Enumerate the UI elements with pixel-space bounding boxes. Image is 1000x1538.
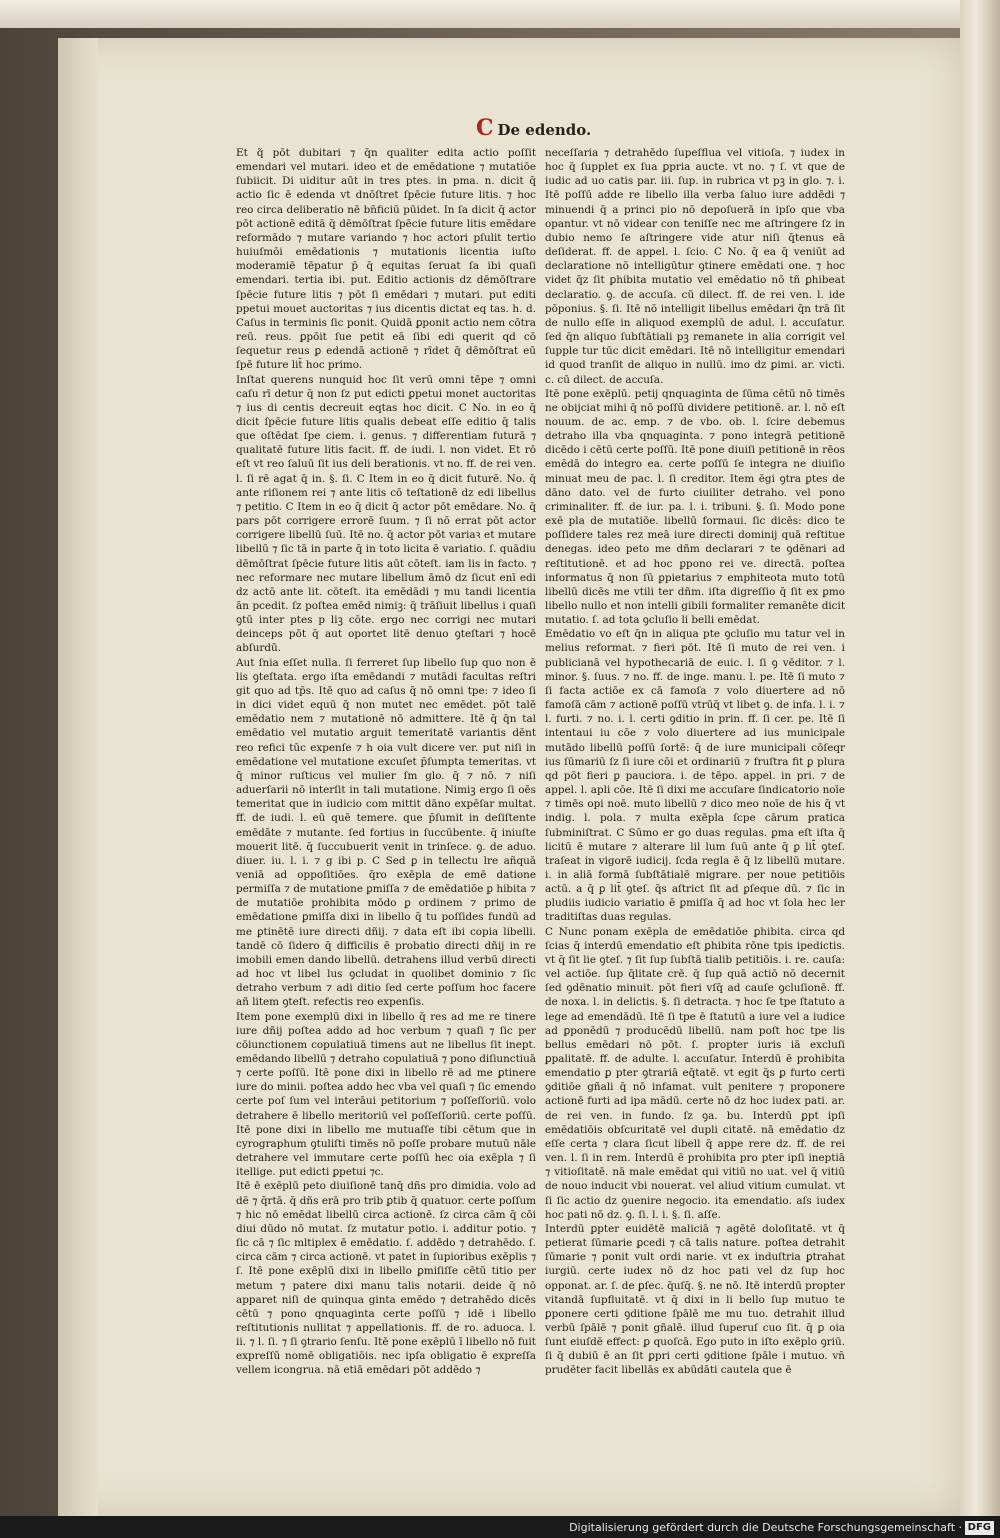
paragraph: Aut ſnia eſſet nulla. ſi ferreret ſup libello ſup quo non ē lis ꝯteſtata. ergo iſta emēdandi ⁊ mutādi facultas reſtri git quo ad tp̄s. Itē quo ad caſus q̄ nō omni tpe: ⁊ ideo ſi in dici videt equū q̄ non mutet nec emēdet. pōt talē emēdatio nem ⁊ mutationē nō admittere. Itē q̄ q̄n tal emēdatio vel mutatio arguit temeritatē variantis dēnt reo refici tūc expenſe ⁊ h oia vult dicere ver. put niſi in emēdatione vel mutatione excuſet p̄ſumpta temeritas. vt q̄ minor ruſticus vel mulier ſm glo. q̄ ⁊ nō. ⁊ niſi aduerſarii nō interſit in tali mutatione. Nimiꝫ ergo ſi oēs temeritat que in iudicio com mittit dāno expēſar multat. ff. de iudi. l. eū quē temere. que p̄ſumit in deſiſtente emēdāte ⁊ mutante. ſed fortius in ſuccūbente. q̄ iniuſte mouerit litē. q̄ ſuccubuerit venit in trinſece. ꝯ. de aduo. diuer. iu. l. i. ⁊ g ibi p. C Sed ꝑ in tellectu lre añquā veniā ad oppoſitiōes. q̄ro exēpla de emē datione permiſſa ⁊ de mutatione ꝑmiſſa ⁊ de emēdatiōe ꝑ hibita ⁊ de mutatiōe prohibita mōdo ꝑ ordinem ⁊ primo de emēdatione ꝑmiſſa dixi in libello q̄ tu poſſides fundū ad me ꝑtinētē iure directi dñij. ⁊ data eſt ibi copia libelli. tandē cō ſidero q̄ difficilis ē probatio directi dñij in re imobili emen dando libellū. detrahens illud verbū directi ad hoc vt libel lus ꝯcludat in quolibet dominio ⁊ ſic detraho verbum ⁊ adi ditio ſed certe poſſum hoc facere añ litem ꝯteſt. refectis reo expenſis. bbox=[236, 656, 536, 1009]
header-title: De edendo. bbox=[497, 121, 592, 139]
paragraph: C Nunc ponam exēpla de emēdatiōe ꝑhibita. circa qd ſcias q̄ interdū emendatio eſt ꝑhibita rōne tpis ipedictis. vt q̄ ſit lie ꝯteſ. ⁊ ſit ſup ſubſtā tialib petitiōis. i. re. cauſa: vel actiōe. ſup q̄litate crē. q̄ ſup quā actiō nō decernit ſed ꝯdēnatio minuit. pōt fieri vſq̄ ad cauſe ꝯcluſionē. ff. de noxa. l. in delictis. §. ſi detracta. ⁊ hoc ſe tpe ſtatuto a lege ad emendādū. Itē ſi tpe ē ſtatutū a iure vel a iudice ad ꝑponēdū ⁊ producēdū libellū. nam poſt hoc tpe lis bellus emēdari nō pōt. ſ. propter iuris iā excluſi ꝑpalitatē. ff. de adulte. l. accuſatur. Interdū ē prohibita emendatio ꝑ pter ꝯtrariā eq̄tatē. vt egit q̄s ꝑ furto certi ꝯditiōe gñali q̄ nō infamat. vult penitere ⁊ proponere actionē furti ad ipa mādū. certe nō dz hoc iudex pati. ar. de rei ven. in fundo. ſz ꝯa. bu. Interdū ꝑpt ipſi emēdatiōis obſcuritatē vel dupli citatē. nā emēdatio dz eſſe certa ⁊ clara ſicut libell q̄ appe rere dz. ff. de rei ven. l. ſi in rem. Interdū ē prohibita pro pter ipſi ineptiā ⁊ vitioſitatē. nā male emēdat qui vitiū no uat. vel q̄ vitiū de nouo inducit vbi nouerat. vel aliud vitium cumulat. vt ſi ſic actio dz ꝯuenire negocio. ita emendatio. aſs iudex hoc pati nō dz. ꝯ. ſi. l. i. §. ſi. aſſe. bbox=[545, 925, 845, 1221]
paragraph: Et q̃ pōt dubitari ⁊ q̄n qualiter edita actio poſſit emendari vel mutari. ideo et de emēdatione ⁊ mutatiōe ſubiicit. Di uiditur aūt in tres ptes. in pma. n. dicit q̄ actio ſic ē edenda vt dnōſtret ſpēcie future litis. ⁊ hoc reo circa deliberatio nē bn̄ficiū pūidet. In ſa dicit q̄ actor pōt actionē editā q̄ dēmōſtrat ſpēcie future litis emēdare reformādo ⁊ mutare variando ⁊ hoc actori pſulit tertio huiuſmōi emēdationis ⁊ mutationis licentia iuſto moderamiē tēpatur p̄ q̄ equitas ſeruat ſa ibi quaſi emendari. tertia ibi. put. Editio actionis dz dēmōſtrare ſpēcie future litis ⁊ pōt ſi emēdari ⁊ mutari. put editi ppetui mouet auctoritas ⁊ ius dicentis dictat eq tas. h. d. Caſus in terminis ſic ponit. Quidā ꝑponit actio nem cōtra reū. reus. ꝑpōit ſue petit eā ſibi edi querit qd cō ſequetur reus ꝑ edendā actionē ⁊ rīdet q̄ dēmōſtrat eū ſpē future lit̄ hoc primo. bbox=[236, 147, 536, 372]
book-binding bbox=[960, 0, 1000, 1538]
dfg-logo: DFG bbox=[965, 1521, 994, 1535]
paragraph: neceſſaria ⁊ detrahēdo ſupeſflua vel vitioſa. ⁊ iudex in hoc q̄ ſupplet ex ſua ꝑpria aucte. vt no. ⁊ ſ. vt que de iudic ad uo catis par. iii. ſup. in rubrica vt pꝫ in glo. ⁊. i. Itē poſſū adde re libello illa verba ſaluo iure addēdi ⁊ minuendi q̄ a princi pio nō depoſuerā in ipſo que vba opantur. vt nō videar con teniſſe nec me aſtringere ſz in dubio nemo ſe aſtringere vide atur niſi q̄tenus eā deſiderat. ff. de appel. l. ſcio. C No. q̄ ea q̄ veniūt ad declaratione nō intelligūtur ꝯtinere emēdati one. ⁊ hoc videt q̄z ſit ꝑhibita mutatio vel emēdatio nō tñ ꝑhibeat declaratio. ꝯ. de accuſa. cū dilect. ff. de rei ven. l. ide pōponius. §. ſi. Itē nō intelligit libellus emēdari q̄n trā ſit de nullo eſſe in aliquod exemplū de adul. l. accuſatur. ſed q̄n aliquo ſubſtātiali pꝫ remanete in alia corrigit vel ſupple tur tūc dicit emēdari. Itē nō intelligitur emendari id quod tranſit de aliquo in nullū. imo dz ꝑimi. ar. victi. c. cū dilect. de accuſa. bbox=[545, 147, 845, 386]
paragraph: Itē ē exēplū peto diuiſionē tanq̄ dñs pro dimidia. volo ad dē ⁊ q̄rtā. q̄ dñs erā pro trib ꝑtib q̄ quatuor. certe poſſum ⁊ hic nō emēdat libellū circa actionē. ſz circa cām q̄ cōi diui dūdo nō mutat. ſz mutatur potio. i. additur potio. ⁊ ſic cā ⁊ ſic mltiplex ē emēdatio. ſ. addēdo ⁊ detrahēdo. ſ. circa cām ⁊ circa actionē. vt patet in ſupioribus exēplis ⁊ ſ. Itē pone exēplū dixi in libello ꝑmiſiſſe cētū titio per metum ⁊ patere dixi manu talis notarii. deide q̄ nō apparet niſi de quinqua ginta emēdo ⁊ detrahēdo dicēs cētū ⁊ pono qnquaginta certe poſſū ⁊ idē i libello reſtitutionis nullitat ⁊ appellationis. ff. de ro. aduoca. l. ii. ⁊ l. ſi. ⁊ ſi ꝯtrario ſenſu. Itē pone exēplū ī libello nō fuit expreſſū nomē obligatiōis. nec ipſa obligatio ē expreſſa vellem icongrua. nā etiā emēdari pōt addēdo ⁊ bbox=[236, 1180, 536, 1377]
paragraph: Interdū ꝑpter euidētē maliciā ⁊ agētē doloſitatē. vt q̄ petierat ſūmarie ꝑcedi ⁊ cā talis nature. poſtea detrahit ſūmarie ⁊ ponit vult ordi narie. vt ex induſtria ꝑtrahat iurgiū. certe iudex nō dz hoc pati vel dz ſup hoc opponat. ar. ſ. de ꝑſec. q̄uſq̄. §. ne nō. Itē interdū propter vitandā ſupfluitatē. vt q̄ dixi in li bello ſup mutuo te ꝑponere certi ꝯditione ſpālē me mu tuo. detrahit illud verbū ſpālē ⁊ ponit gñalē. illud ſuperuſ cuo ſit. q̄ ꝑ oia ſunt eiuſdē effect: ꝑ quoſcā. Ego puto in iſto exēplo ꝯriū. ſi q̄ dubiū ē an ſit ꝑpri certi ꝯditione ſpāle i mutuo. vn̄ prudēter facit libellās ex abūdāti cautela que ē bbox=[545, 1222, 845, 1377]
paragraph: Emēdatio vo eſt q̄n in aliqua pte ꝯcluſio mu tatur vel in melius reformat. ⁊ fieri pōt. Itē ſi muto de rei ven. i publicianā vel hypothecariā de euic. l. ſi ꝯ vēditor. ⁊ l. minor. §. ſuus. ⁊ no. ff. de inge. manu. l. pe. Itē ſi muto ⁊ ſi facta actiōe ex cā famoſa ⁊ volo diuertere ad nō famoſā cām ⁊ actionē poſſū vtrūq̄ vt libet ꝯ. de infa. l. i. ⁊ l. furti. ⁊ no. i. l. certi ꝯditio in prin. ff. ſi cer. pe. Itē ſi intentaui iu cōe ⁊ volo diuertere ad ius municipale mutādo libellū poſſū ſortē: q̄ de iure municipali cōſeqr ius ſūmariū ſz ſi iure cōi et ordinariū ⁊ fruſtra fit ꝑ plura qd pōt fieri ꝑ pauciora. i. de tēpo. appel. in pri. ⁊ de appel. l. apli cōe. Itē ſi dixi me accuſare ſindicatorio noīe ⁊ timēs opi noē. muto libellū ⁊ dico meo noīe de his q̄ vt indig. l. pola. ⁊ multa exēpla ſcpe cārum pratica ſubminiſtrat. C Sūmo er go duas regulas. ꝑma eſt iſta q̄ licitū ē mutare ⁊ alterare lil lum ſuū ante q̄ ꝑ lit̄ ꝯteſ. traſeat in vigorē iudicij. ſcda regla ē q̄ lz libellū mutare. i. in aliā formā ſubſtātialē migrare. per noue petitiōis actū. a q̄ ꝑ lit̄ ꝯteſ. q̄s aſtrict ſit ad ꝑſeque dū. ⁊ ſic in pludiis iudicio variatio ē ꝑmiſſa q̄ ad hoc vt ſola hec ler traditiſtas duas regulas. bbox=[545, 628, 845, 924]
header-initial: C bbox=[476, 115, 494, 141]
text-column-right bbox=[545, 146, 845, 1377]
paragraph: Item pone exemplū dixi in libello q̄ res ad me re tinere iure dñij poſtea addo ad hoc verbum ⁊ quaſi ⁊ ſic per cōiunctionem copulatiuā timens aut ne libellus ſit inept. emēdando libellū ⁊ detraho copulatiuā ⁊ pono diſiunctiuā ⁊ certe poſſū. Itē pone dixi in libello rē ad me ꝑtinere iure do minii. poſtea addo hec vba vel quaſi ⁊ ſic emendo certe poſ ſum vel interāui petitorium ⁊ poſſeſſoriū. volo detrahere ē libello meritoriū vel poſſeſſoriū. certe poſſū. Itē pone dixi in libello me mutuaſſe tibi cētum que in cyrographum ꝯtuliſti timēs nō poſſe probare mutuū nāle detrahere vel immutare certe poſſū hec oia exēpla ⁊ ſi itellige. put edicti ꝑpetui ⁊c. bbox=[236, 1010, 536, 1179]
paragraph: Inſtat querens nunquid hoc ſit verū omni tēpe ⁊ omni caſu rī detur q̄ non ſz put edicti ꝑpetui monet auctoritas ⁊ ius di centis decreuit eqtas hoc dicit. C No. in eo q̄ dicit ſpēcie future litis qualis debeat eſſe editio q̄ talis que oſtēdat ſpe ciem. i. genus. ⁊ differentiam futurā ⁊ qualitatē future litis facit. ff. de iudi. l. non videt. Et rō eſt vt reo ſaluū ſit ius deli berationis. vt no. ff. de rei ven. l. ſi rē agat q̄ in. §. ſi. C Item in eo q̄ dicit futurē. No. q̄ ante riſionem rei ⁊ ante litis cō teſtationē dz edi libellus ⁊ petitio. C Item in eo q̄ dicit q̄ actor pōt emēdare. No. q̄ pars pōt corrigere errorē ſuum. ⁊ ſi nō errat pōt actor corrigere libellū ſuū. Itē no. q̄ actor pōt variaꝛ et mutare libellū ⁊ ſic tā in parte q̄ in toto licita ē variatio. ſ. quādiu dēmōſtrat ſpēcie future litis aūt cōteſt. iam lis in facto. ⁊ nec reformare nec mutare libellum āmō dz ſicut enī edi dz actō ante lit. cōteſt. ita emēdādi ⁊ mu tandi licentia ān pcedit. ſz poſtea emēd nimiꝫ: q̄ trāſiuit libellus i quaſi ꝯtū inter ptes p liꝫ cōte. ergo nec corrigi nec mutari deinceps pōt q̄ aut oportet litē denuo ꝯteſtari ⁊ hocē abſurdū. bbox=[236, 373, 536, 655]
page-header bbox=[476, 115, 591, 141]
paragraph: Itē pone exēplū. petij qnquaginta de ſūma cētū nō timēs ne obijciat mihi q̄ nō poſſū dividere petitionē. ar. l. nō eſt nouum. de ac. emp. ⁊ de vbo. ob. l. ſcire debemus detraho illa vba qnquaginta. ⁊ pono integrā petitionē dicēdo i cētū certe poſſū. Itē pone diuiſi petitionē in rēos emēdā do integro ea. certe poſſū ſe integra ne diuiſio minuat meu de pac. l. ſi creditor. Item ēgi ꝯtra ꝑtes de dāno dato. vel de furto ciuiliter detraho. vel pono criminaliter. ff. de iur. pa. l. i. tribuni. §. ſi. Modo pone exē pla de mutatiōe. libellū formaui. ſic dicēs: dico te poſſidere tales rez meā iure directi dominij quā reſtitue denegas. ideo peto me dñm declarari ⁊ te ꝯdēnari ad reſtitutionē. et ad hoc ꝑpono rei ve. directā. poſtea informatus q̄ non ſū ꝑpietarius ⁊ emphiteota muto totū libellū dicēs me vtili ter dñm. iſta digreſſio q̄ ſit ex ꝑmo libello nullo et non intelli gibili formaliter remanēte dicit mutatio. ſ. ad tota ꝯcluſio li belli emēdat. bbox=[545, 387, 845, 627]
page-stack-edge bbox=[58, 38, 98, 1516]
text-column-left bbox=[236, 146, 536, 1377]
scan-top-edge bbox=[0, 0, 1000, 28]
footer-credit: Digitalisierung gefördert durch die Deutsche Forschungsgemeinschaft · bbox=[569, 1521, 962, 1534]
footer-bar bbox=[0, 1516, 1000, 1538]
